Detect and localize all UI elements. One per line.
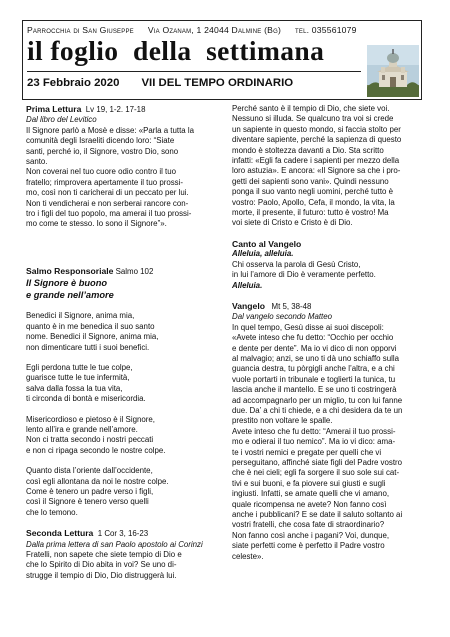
psalm-line: così il Signore è tenero verso quelli — [26, 497, 149, 507]
text-line: Avete inteso che fu detto: “Amerai il tuo prossi- — [232, 426, 396, 436]
prima-lettura-text — [26, 126, 228, 230]
text-line: mo come te stesso. Io sono il Signore”». — [26, 219, 167, 229]
liturgical-sunday: VII DEL TEMPO ORDINARIO — [141, 77, 294, 89]
seconda-lettura-ref: 1 Cor 3, 16-23 — [97, 529, 149, 539]
masthead — [22, 20, 422, 100]
text-line: guancia destra, tu pòrgigli anche l’altra, e a chi — [232, 364, 395, 374]
text-line: e dente per dente”. Ma io vi dico di non opporvi — [232, 343, 397, 353]
text-line: santi, perché io, il Signore, vostro Dio, sono — [26, 146, 179, 156]
vangelo-heading: Vangelo — [232, 300, 265, 311]
text-line: due. Da’ a chi ti chiede, e a chi desidera da te un — [232, 405, 403, 415]
text-line: che lo Spirito di Dio abita in voi? Se uno di- — [26, 560, 177, 570]
text-line: strugge il tempio di Dio, Dio distruggerà lui. — [26, 570, 177, 580]
text-line: In quel tempo, Gesù disse ai suoi discepoli: — [232, 322, 384, 332]
text-line: anche i pubblicani? E se date il saluto soltanto ai — [232, 510, 403, 520]
psalm-line: Non ci tratta secondo i nostri peccati — [26, 435, 154, 445]
text-line: infatti: «Egli fa cadere i sapienti per mezzo della — [232, 156, 400, 166]
prima-lettura-heading: Prima Lettura — [26, 104, 82, 114]
text-line: «Avete inteso che fu detto: “Occhio per occhio — [232, 333, 394, 343]
issue-date: 23 Febbraio 2020 — [27, 77, 120, 89]
psalm-stanza — [26, 466, 228, 518]
psalm-line: guarisce tutte le tue infermità, — [26, 373, 130, 383]
salmo-refrain-1: Il Signore è buono — [26, 278, 108, 289]
psalm-stanza — [26, 363, 228, 405]
psalm-line: Quanto dista l’oriente dall’occidente, — [26, 466, 153, 476]
salmo-heading: Salmo Responsoriale — [26, 265, 114, 276]
text-line: voi siete di Cristo e Cristo è di Dio. — [232, 218, 353, 228]
canto-al-vangelo — [232, 239, 428, 291]
salmo-refrain-2: e grande nell’amore — [26, 290, 114, 301]
date-line — [27, 77, 293, 89]
title-divider — [27, 71, 361, 72]
text-line: lascia anche il mantello. E se uno ti costringerà — [232, 385, 397, 395]
salmo-responsoriale — [26, 266, 228, 518]
seconda-lettura-heading: Seconda Lettura — [26, 528, 94, 539]
psalm-line: Misericordioso e pietoso è il Signore, — [26, 414, 155, 424]
text-line: comunità degli Israeliti dicendo loro: “Siate — [26, 136, 175, 146]
psalm-line: Benedici il Signore, anima mia, — [26, 311, 135, 321]
prima-lettura-ref: Lv 19, 1-2. 17-18 — [85, 105, 146, 114]
text-line: perseguitano, affinché siate figli del Padre vostro — [232, 458, 403, 467]
seconda-lettura-text — [26, 550, 228, 581]
right-column — [232, 104, 428, 562]
text-line: ad accompagnarlo per un miglio, tu con lui fanne — [232, 395, 403, 405]
canto-line-2: in lui l’amore di Dio è veramente perfetto. — [232, 270, 376, 280]
parish-info-line — [27, 25, 357, 35]
text-line: tro i figli del tuo popolo, ma amerai il tuo prossi- — [26, 209, 192, 219]
text-line: Non fanno così anche i pagani? Voi, dunque, — [232, 530, 390, 540]
left-column — [26, 104, 228, 581]
text-line: ingiusti. Infatti, se amate quelli che vi amano, — [232, 489, 390, 499]
psalm-line: così egli allontana da noi le nostre colpe. — [26, 476, 169, 486]
canto-closing: Alleluia. — [232, 280, 263, 290]
text-line: getti dei sapienti sono vani». Quindi nessuno — [232, 176, 389, 186]
text-line: celeste». — [232, 551, 264, 561]
text-line: al malvagio; anzi, se uno ti dà uno schiaffo sulla — [232, 353, 399, 363]
psalm-line: Come è tenero un padre verso i figli, — [26, 486, 154, 496]
canto-heading: Canto al Vangelo — [232, 238, 302, 249]
text-line: mo, così non ti caricherai di un peccato per lui. — [26, 188, 189, 198]
newsletter-title: il foglio della settimana — [27, 35, 325, 66]
text-line: quale ricompensa ne avete? Non fanno così — [232, 499, 387, 509]
psalm-line: che lo temono. — [26, 507, 78, 517]
parish-name: Parrocchia di San Giuseppe — [27, 25, 134, 35]
text-line: prestito non voltare le spalle. — [232, 416, 333, 426]
psalm-line: nome. Benedici il Signore, anima mia, — [26, 332, 159, 342]
text-line: vostro: Paolo, Apollo, Cefa, il mondo, la vita, la — [232, 197, 395, 207]
text-line: mondo è stoltezza davanti a Dio. Sta scritto — [232, 145, 384, 155]
text-line: fratello; rimprovera apertamente il tuo prossi- — [26, 177, 183, 187]
text-line: siate perfetti come è perfetto il Padre vostro — [232, 541, 385, 551]
psalm-line: lento all’ira e grande nell’amore. — [26, 424, 138, 434]
text-line: Nessuno si illuda. Se qualcuno tra voi si crede — [232, 114, 394, 124]
text-line: vostri fratelli, che cosa fate di straordinario? — [232, 520, 385, 530]
psalm-line: ti circonda di bontà e misericordia. — [26, 394, 146, 404]
text-line: Non coverai nel tuo cuore odio contro il tuo — [26, 167, 177, 177]
psalm-line: salva dalla fossa la tua vita, — [26, 383, 123, 393]
text-line: morte, il presente, il futuro: tutto è vostro! Ma — [232, 208, 389, 218]
prima-lettura-source: Dal libro del Levitico — [26, 115, 97, 125]
text-line: vuole portarti in tribunale e toglierti la tunica, tu — [232, 374, 396, 384]
psalm-stanza — [26, 311, 228, 353]
church-photo-icon — [367, 45, 419, 97]
parish-address: Via Ozanam, 1 24044 Dalmine (Bg) — [147, 25, 282, 35]
salmo-ref: Salmo 102 — [115, 266, 154, 276]
prima-lettura — [26, 104, 228, 230]
vangelo — [232, 301, 428, 562]
text-line: tivi e sui buoni, e fa piovere sui giusti e sugli — [232, 478, 386, 488]
text-line: Fratelli, non sapete che siete tempio di Dio e — [26, 550, 182, 559]
vangelo-source: Dal vangelo secondo Matteo — [232, 312, 333, 322]
psalm-line: e non ci ripaga secondo le nostre colpe. — [26, 445, 166, 455]
psalm-stanza — [26, 415, 228, 457]
text-line: santo. — [26, 157, 48, 167]
text-line: loro astuzia». E ancora: «Il Signore sa che i pro- — [232, 166, 401, 176]
vangelo-ref: Mt 5, 38-48 — [271, 301, 312, 311]
canto-line-1: Chi osserva la parola di Gesù Cristo, — [232, 259, 361, 269]
text-line: che è nei cieli; egli fa sorgere il suo sole sui cat- — [232, 468, 400, 478]
text-line: te i vostri nemici e pregate per quelli che vi — [232, 447, 382, 457]
text-line: Perché santo è il tempio di Dio, che siete voi. — [232, 104, 390, 113]
seconda-lettura-continued — [232, 104, 428, 229]
text-line: Il Signore parlò a Mosè e disse: «Parla a tutta la — [26, 125, 194, 135]
parish-phone: tel. 035561079 — [295, 25, 357, 35]
text-line: ponga il suo vanto negli uomini, perché tutto è — [232, 187, 393, 197]
psalm-line: quanto è in me benedica il suo santo — [26, 321, 155, 331]
text-line: diventare sapiente, perché la sapienza di questo — [232, 135, 402, 145]
seconda-lettura — [26, 528, 228, 581]
psalm-line: non dimenticare tutti i suoi benefici. — [26, 342, 150, 352]
canto-alleluia: Alleluia, alleluia. — [232, 249, 294, 259]
vangelo-text — [232, 323, 428, 562]
text-line: un sapiente in questo mondo, si faccia stolto per — [232, 124, 401, 134]
text-line: mo e odierai il tuo nemico”. Ma io vi dico: ama- — [232, 437, 396, 447]
salmo-stanzas — [26, 311, 228, 518]
text-line: Non ti vendicherai e non serberai rancore con- — [26, 198, 189, 208]
seconda-lettura-source: Dalla prima lettera di san Paolo apostolo ai Corinzi — [26, 539, 203, 549]
psalm-line: Egli perdona tutte le tue colpe, — [26, 362, 133, 372]
